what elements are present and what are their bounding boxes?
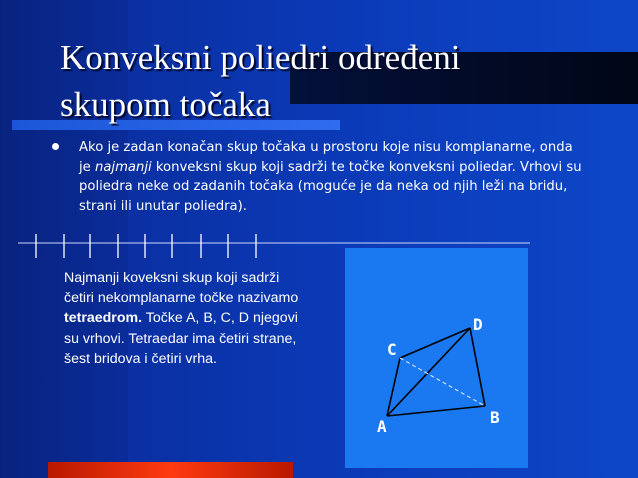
- tetrahedron-caption: [64, 268, 304, 369]
- bullet-text-1: Ako je zadan konačan skup točaka u prostoru koje nisu komplanarne, onda je: [79, 140, 573, 175]
- vertex-label-b: B: [490, 408, 500, 427]
- bullet-paragraph: [79, 138, 584, 216]
- edge-c-b-hidden: [400, 358, 485, 406]
- vertex-label-d: D: [473, 315, 483, 334]
- tetrahedron-drawing: [345, 248, 528, 468]
- caption-bold-term: tetraedrom.: [64, 310, 143, 327]
- edge-a-c: [387, 358, 400, 416]
- edge-a-d: [387, 328, 470, 416]
- edge-d-b: [470, 328, 485, 406]
- caption-text-2: Točke A, B, C, D njegovi su vrhovi. Tetraedar ima četiri strane, šest bridova i četiri vrha.: [64, 310, 298, 367]
- vertex-label-c: C: [387, 340, 397, 359]
- vertex-label-a: A: [377, 417, 387, 436]
- caption-text-1: Najmanji koveksni skup koji sadrži četiri nekomplanarne točke nazivamo: [64, 270, 299, 307]
- bullet-dot-icon: [52, 143, 59, 150]
- title-line-2: skupom točaka: [60, 85, 271, 124]
- title-line-1: Konveksni poliedri određeni: [60, 38, 461, 77]
- edge-c-d: [400, 328, 470, 358]
- bullet-text-2: konveksni skup koji sadrži te točke konveksni poliedar. Vrhovi su poliedra neke od zadanih točaka (moguće je da neka od njih leži na bridu, strani ili unutar poliedra).: [79, 159, 582, 214]
- tetrahedron-figure: [345, 248, 528, 468]
- bottom-red-bar: [48, 462, 293, 478]
- slide-title: [60, 34, 530, 128]
- bullet-emphasis: najmanji: [94, 159, 152, 175]
- edge-a-b: [387, 406, 485, 416]
